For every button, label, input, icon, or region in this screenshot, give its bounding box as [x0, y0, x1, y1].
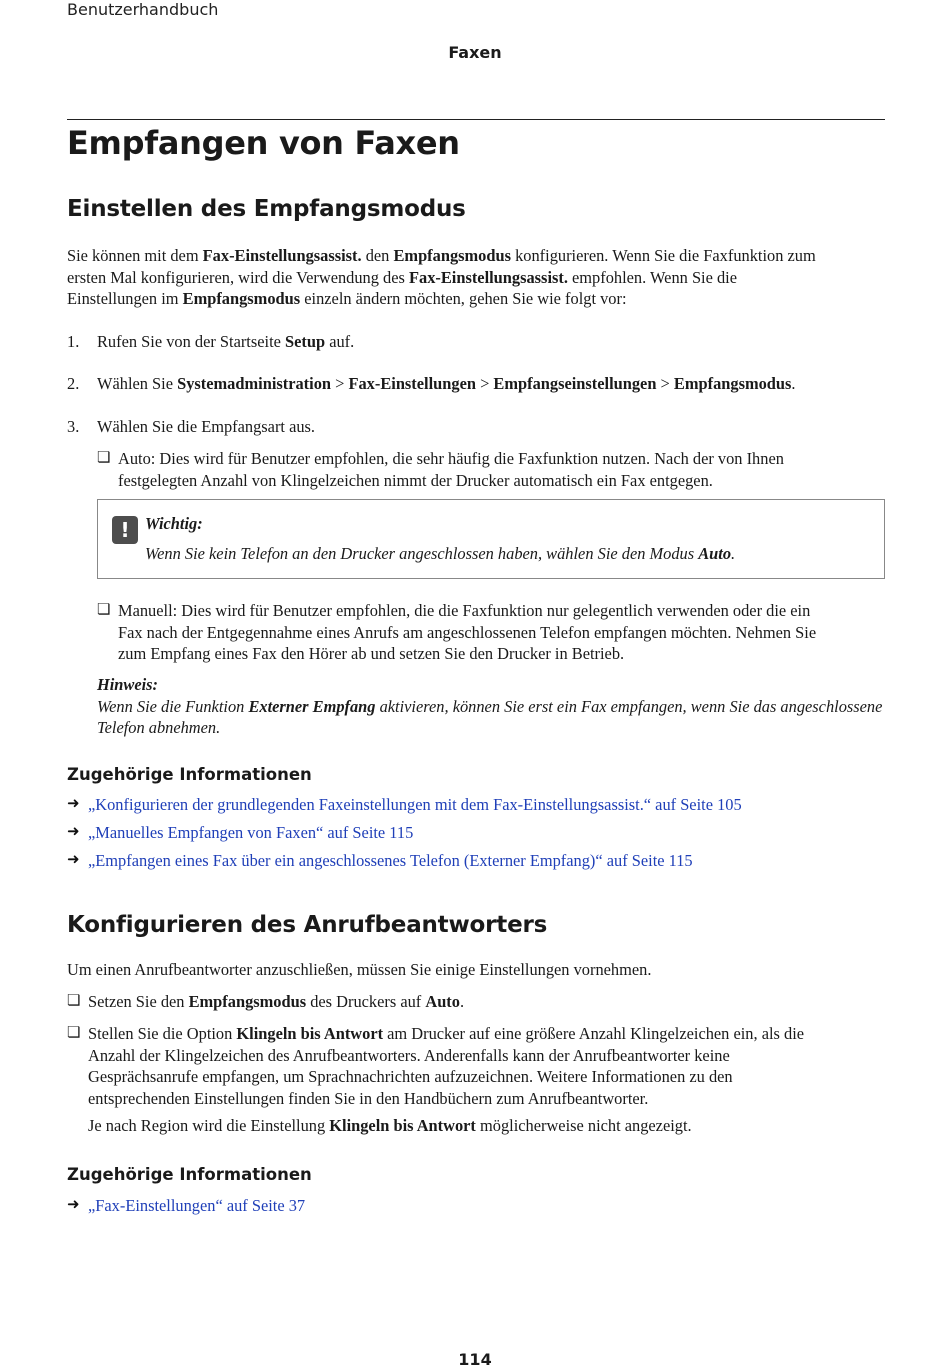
text: möglicherweise nicht angezeigt. — [475, 1116, 692, 1135]
page-title: Empfangen von Faxen — [67, 124, 460, 162]
step-number: 2. — [67, 374, 80, 393]
section-header: Faxen — [448, 43, 502, 62]
arrow-right-icon: ➜ — [67, 824, 80, 840]
exclamation-icon: ! — [112, 516, 138, 544]
text: . — [791, 374, 796, 393]
related-info-heading: Zugehörige Informationen — [67, 765, 312, 784]
text: zum Empfang eines Fax den Hörer ab und setzen Sie den Drucker in Betrieb. — [118, 644, 625, 663]
text: Rufen Sie von der Startseite — [97, 332, 285, 351]
checkbox-bullet-icon: ❏ — [97, 450, 111, 466]
text: empfohlen. Wenn Sie die — [567, 267, 738, 287]
related-link-text[interactable]: „Empfangen eines Fax über ein angeschlossenes Telefon (Externer Empfang)“ auf Seite 115 — [88, 851, 693, 870]
term: Fax-Einstellungsassist. — [202, 246, 362, 265]
term: Empfangsmodus — [393, 246, 511, 265]
answering-intro: Um einen Anrufbeantworter anzuschließen, müssen Sie einige Einstellungen vornehmen. — [67, 960, 652, 979]
text: Fax nach der Entgegennahme eines Anrufs am angeschlossenen Telefon empfangen möchten. Nehmen Sie — [118, 622, 817, 642]
text: Wenn Sie die Funktion — [97, 696, 249, 716]
term: Empfangsmodus — [188, 992, 307, 1011]
text: ersten Mal konfigurieren, wird die Verwendung des — [67, 267, 409, 287]
checkbox-bullet-icon: ❏ — [97, 602, 111, 618]
page-number: 114 — [458, 1350, 492, 1369]
term: Klingeln bis Antwort — [329, 1116, 476, 1135]
term: Externer Empfang — [248, 696, 376, 716]
text: Stellen Sie die Option — [88, 1024, 237, 1043]
term: Setup — [285, 332, 326, 351]
text: Setzen Sie den — [88, 992, 189, 1011]
step-2 — [97, 373, 796, 395]
step-number: 3. — [67, 417, 80, 436]
text: Je nach Region wird die Einstellung — [88, 1116, 330, 1135]
heading-receive-mode: Einstellen des Empfangsmodus — [67, 196, 466, 222]
text: Auto: Dies wird für Benutzer empfohlen, die sehr häufig die Faxfunktion nutzen. Nach der von Ihnen — [118, 449, 784, 468]
term: Fax-Einstellungsassist. — [409, 267, 568, 287]
term: Klingeln bis Antwort — [236, 1024, 384, 1043]
text: > — [331, 374, 349, 393]
title-rule — [67, 119, 885, 120]
arrow-right-icon: ➜ — [67, 1197, 80, 1213]
text: am Drucker auf eine größere Anzahl Klingelzeichen ein, als die — [383, 1024, 805, 1043]
option-auto — [97, 448, 887, 492]
arrow-right-icon: ➜ — [67, 852, 80, 868]
text: auf. — [325, 332, 355, 351]
hint-note — [97, 674, 887, 739]
term: Systemadministration — [177, 374, 332, 393]
related-link-text[interactable]: „Konfigurieren der grundlegenden Faxeinstellungen mit dem Fax-Einstellungsassist.“ auf Seite 105 — [88, 795, 742, 814]
step-number: 1. — [67, 332, 80, 351]
option-manual — [97, 600, 887, 666]
important-text — [145, 544, 735, 564]
text: einzeln ändern möchten, gehen Sie wie folgt vor: — [300, 289, 627, 308]
text: Wählen Sie — [97, 374, 178, 393]
related-info-heading: Zugehörige Informationen — [67, 1165, 312, 1184]
term: Empfangsmodus — [182, 289, 301, 308]
heading-answering-machine: Konfigurieren des Anrufbeantworters — [67, 912, 548, 938]
important-title: Wichtig: — [145, 514, 203, 533]
text: Anzahl der Klingelzeichen des Anrufbeantworters. Anderenfalls kann der Anrufbeantworter keine — [88, 1045, 730, 1065]
term: Auto — [698, 544, 732, 563]
text: Wenn Sie kein Telefon an den Drucker angeschlossen haben, wählen Sie den Modus — [145, 544, 699, 563]
text: Gesprächsanrufe empfangen, um Sprachnachrichten aufzuzeichnen. Weitere Informationen zu den — [88, 1067, 733, 1086]
text: des Druckers auf — [306, 992, 426, 1011]
bullet-rings-to-answer — [67, 1023, 887, 1143]
checkbox-bullet-icon: ❏ — [67, 993, 81, 1009]
document-name: Benutzerhandbuch — [67, 0, 219, 19]
checkbox-bullet-icon: ❏ — [67, 1025, 81, 1041]
term: Fax-Einstellungen — [348, 374, 476, 393]
intro-paragraph — [67, 245, 885, 310]
step-1 — [97, 331, 354, 353]
term: Auto — [425, 992, 460, 1011]
text: aktivieren, können Sie erst ein Fax empfangen, wenn Sie das angeschlossene — [375, 696, 883, 716]
text: Einstellungen im — [67, 289, 183, 308]
related-link-text[interactable]: „Manuelles Empfangen von Faxen“ auf Seite 115 — [88, 823, 414, 842]
text: > — [475, 374, 494, 393]
text: festgelegten Anzahl von Klingelzeichen nimmt der Drucker automatisch ein Fax entgegen. — [118, 470, 713, 490]
term: Empfangseinstellungen — [493, 374, 657, 393]
text: . — [731, 544, 736, 563]
text: Telefon abnehmen. — [97, 718, 221, 737]
text: den — [361, 246, 394, 265]
text: . — [459, 992, 465, 1011]
arrow-right-icon: ➜ — [67, 796, 80, 812]
hint-title: Hinweis: — [97, 675, 159, 694]
term: Empfangsmodus — [673, 374, 792, 393]
text: konfigurieren. Wenn Sie die Faxfunktion zum — [511, 246, 816, 265]
text: > — [656, 374, 674, 393]
text: Manuell: Dies wird für Benutzer empfohlen, die die Faxfunktion nur gelegentlich verwenden oder die ein — [118, 601, 811, 620]
text: Sie können mit dem — [67, 246, 203, 265]
important-box — [97, 499, 885, 579]
bullet-receive-mode — [67, 991, 887, 1013]
step-3: Wählen Sie die Empfangsart aus. — [97, 417, 316, 436]
text: entsprechenden Einstellungen finden Sie in den Handbüchern zum Anrufbeantworter. — [88, 1088, 649, 1108]
related-link-text[interactable]: „Fax-Einstellungen“ auf Seite 37 — [88, 1196, 306, 1215]
